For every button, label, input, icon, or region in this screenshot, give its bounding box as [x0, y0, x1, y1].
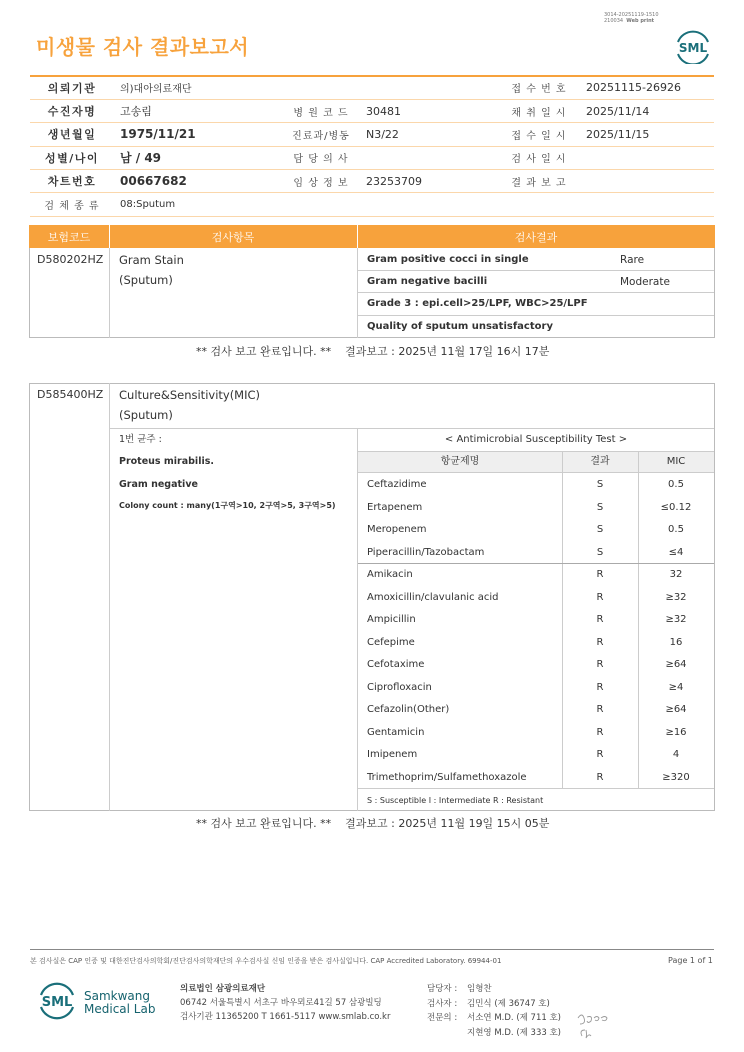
- drug-name: Cefazolin(Other): [367, 704, 450, 715]
- drug-name: Ampicillin: [367, 614, 416, 625]
- ast-row: [358, 743, 714, 765]
- test-name: Culture&Sensitivity(MIC): [119, 388, 261, 402]
- organism-name: Proteus mirabilis.: [119, 456, 214, 467]
- drug-name: Ceftazidime: [367, 479, 427, 490]
- drug-mic: ≥64: [665, 659, 687, 670]
- ast-row: [358, 631, 714, 653]
- ast-row: [358, 608, 714, 630]
- test-specimen: (Sputum): [119, 408, 173, 422]
- gram-result: Grade 3 : epi.cell>25/LPF, WBC>25/LPF: [367, 298, 588, 309]
- drug-result: R: [596, 569, 604, 580]
- drug-result: S: [596, 524, 604, 535]
- drug-name: Piperacillin/Tazobactam: [367, 546, 485, 558]
- drug-result: S: [596, 479, 604, 490]
- info-value: 의)대아의료재단: [114, 76, 282, 99]
- ast-row: [358, 698, 714, 720]
- report-complete: ** 검사 보고 완료입니다. ** 결과보고 : 2025년 11월 19일 15시 05분: [196, 817, 550, 830]
- drug-result: R: [596, 704, 604, 715]
- sml-logo-icon: [672, 28, 714, 64]
- results-header: 보험코드 검사항목 검사결과: [29, 225, 715, 248]
- test-code: D580202HZ: [37, 253, 104, 266]
- ast-row: [358, 676, 714, 698]
- drug-result: S: [596, 501, 604, 513]
- organism-number: 1번 균주 :: [119, 434, 162, 445]
- drug-name: Cefotaxime: [367, 659, 425, 670]
- signature-icon: [574, 1008, 614, 1042]
- test-specimen: (Sputum): [119, 273, 173, 287]
- test-code: D585400HZ: [37, 388, 104, 401]
- drug-mic: ≤4: [668, 546, 684, 558]
- ast-title: < Antimicrobial Susceptibility Test >: [444, 434, 628, 445]
- drug-mic: ≥16: [665, 726, 687, 738]
- drug-mic: ≥64: [665, 704, 687, 715]
- drug-mic: 16: [669, 636, 683, 648]
- ast-row: [358, 721, 714, 743]
- gram-result: Gram positive cocci in single: [367, 254, 529, 265]
- staff-list: 담당자 : 임형찬 검사자 : 김민식 (제 36747 호) 전문의 : 서소연 M.D. (제 711 호) 지현영 M.D. (제 333 호): [427, 984, 562, 1038]
- gram-result: Gram negative bacilli: [367, 276, 488, 287]
- drug-mic: 4: [672, 749, 680, 760]
- ast-legend: S : Susceptible I : Intermediate R : Resistant: [367, 796, 544, 805]
- gram-result-value: Rare: [620, 254, 645, 266]
- drug-name: Ertapenem: [367, 501, 423, 513]
- report-complete: ** 검사 보고 완료입니다. ** 결과보고 : 2025년 11월 17일 16시 17분: [196, 345, 550, 358]
- drug-result: R: [596, 636, 604, 648]
- ast-row: [358, 766, 714, 788]
- drug-mic: ≥32: [665, 591, 687, 603]
- drug-mic: ≥32: [665, 614, 687, 625]
- ast-row: [358, 518, 714, 540]
- ast-row: [358, 496, 714, 518]
- drug-result: R: [596, 771, 604, 783]
- drug-name: Amoxicillin/clavulanic acid: [367, 591, 499, 603]
- info-label: 의뢰기관: [30, 76, 114, 99]
- print-info: 3014-20251119-1510 210034 Web print: [604, 12, 659, 24]
- report-title: 미생물 검사 결과보고서: [36, 35, 250, 59]
- organization-info: 의료법인 삼광의료재단 06742 서울특별시 서초구 바우뫼로41길 57 삼광빌딩 검사기관 11365200 T 1661-5117 www.smlab.co.kr: [180, 984, 391, 1022]
- drug-name: Meropenem: [367, 524, 427, 535]
- drug-name: Trimethoprim/Sulfamethoxazole: [367, 771, 527, 783]
- drug-mic: ≥320: [662, 771, 690, 783]
- drug-result: R: [596, 614, 604, 625]
- brand-name: Samkwang Medical Lab: [84, 989, 156, 1016]
- drug-result: R: [596, 726, 604, 738]
- drug-name: Gentamicin: [367, 726, 425, 738]
- drug-mic: 32: [669, 569, 683, 580]
- drug-mic: 0.5: [668, 524, 684, 535]
- drug-result: S: [596, 546, 604, 558]
- ast-row: [358, 653, 714, 675]
- drug-result: R: [596, 749, 604, 760]
- drug-name: Imipenem: [367, 749, 418, 760]
- drug-mic: 0.5: [668, 479, 684, 490]
- svg-text:SML: SML: [41, 995, 73, 1010]
- ast-row: [358, 586, 714, 608]
- ast-row: [358, 473, 714, 495]
- colony-count: Colony count : many(1구역>10, 2구역>5, 3구역>5): [119, 501, 336, 510]
- ast-row: [358, 563, 714, 585]
- gram-result-value: Moderate: [620, 276, 670, 288]
- accreditation-note: 본 검사실은 CAP 인증 및 대한진단검사의학회/진단검사의학재단의 우수검사실 신임 인증을 받은 검사실입니다. CAP Accredited Laboratory. 69944-01: [30, 957, 502, 965]
- drug-result: R: [596, 681, 604, 693]
- samkwang-logo-icon: [36, 980, 78, 1020]
- gram-result: Quality of sputum unsatisfactory: [367, 321, 553, 332]
- organism-gram: Gram negative: [119, 479, 198, 490]
- drug-result: R: [596, 659, 604, 670]
- drug-name: Cefepime: [367, 636, 415, 648]
- drug-result: R: [596, 591, 604, 603]
- drug-name: Amikacin: [367, 569, 413, 580]
- svg-text:SML: SML: [678, 41, 708, 55]
- test-name: Gram Stain: [119, 253, 184, 267]
- drug-mic: ≤0.12: [660, 501, 692, 513]
- page-number: Page 1 of 1: [668, 956, 713, 965]
- drug-name: Ciprofloxacin: [367, 681, 432, 693]
- drug-mic: ≥4: [668, 681, 684, 693]
- patient-info-table: 의뢰기관 의)대아의료재단 접 수 번 호 20251115-26926 수진자명 고송림 병 원 코 드 30481 채 취 일 시 2025/11/14 생년월일 1975/11/21 진료과/병동 N3/22 접 수 일 시 2025/11/15 성별/나이 남 / 49 담 당 의 사 검 사 일 시 차트번호 00667682 임 상 정 보 23253709 결 과 보 고 검 체 종 류 08:Sputum: [30, 75, 714, 217]
- ast-row: [358, 541, 714, 563]
